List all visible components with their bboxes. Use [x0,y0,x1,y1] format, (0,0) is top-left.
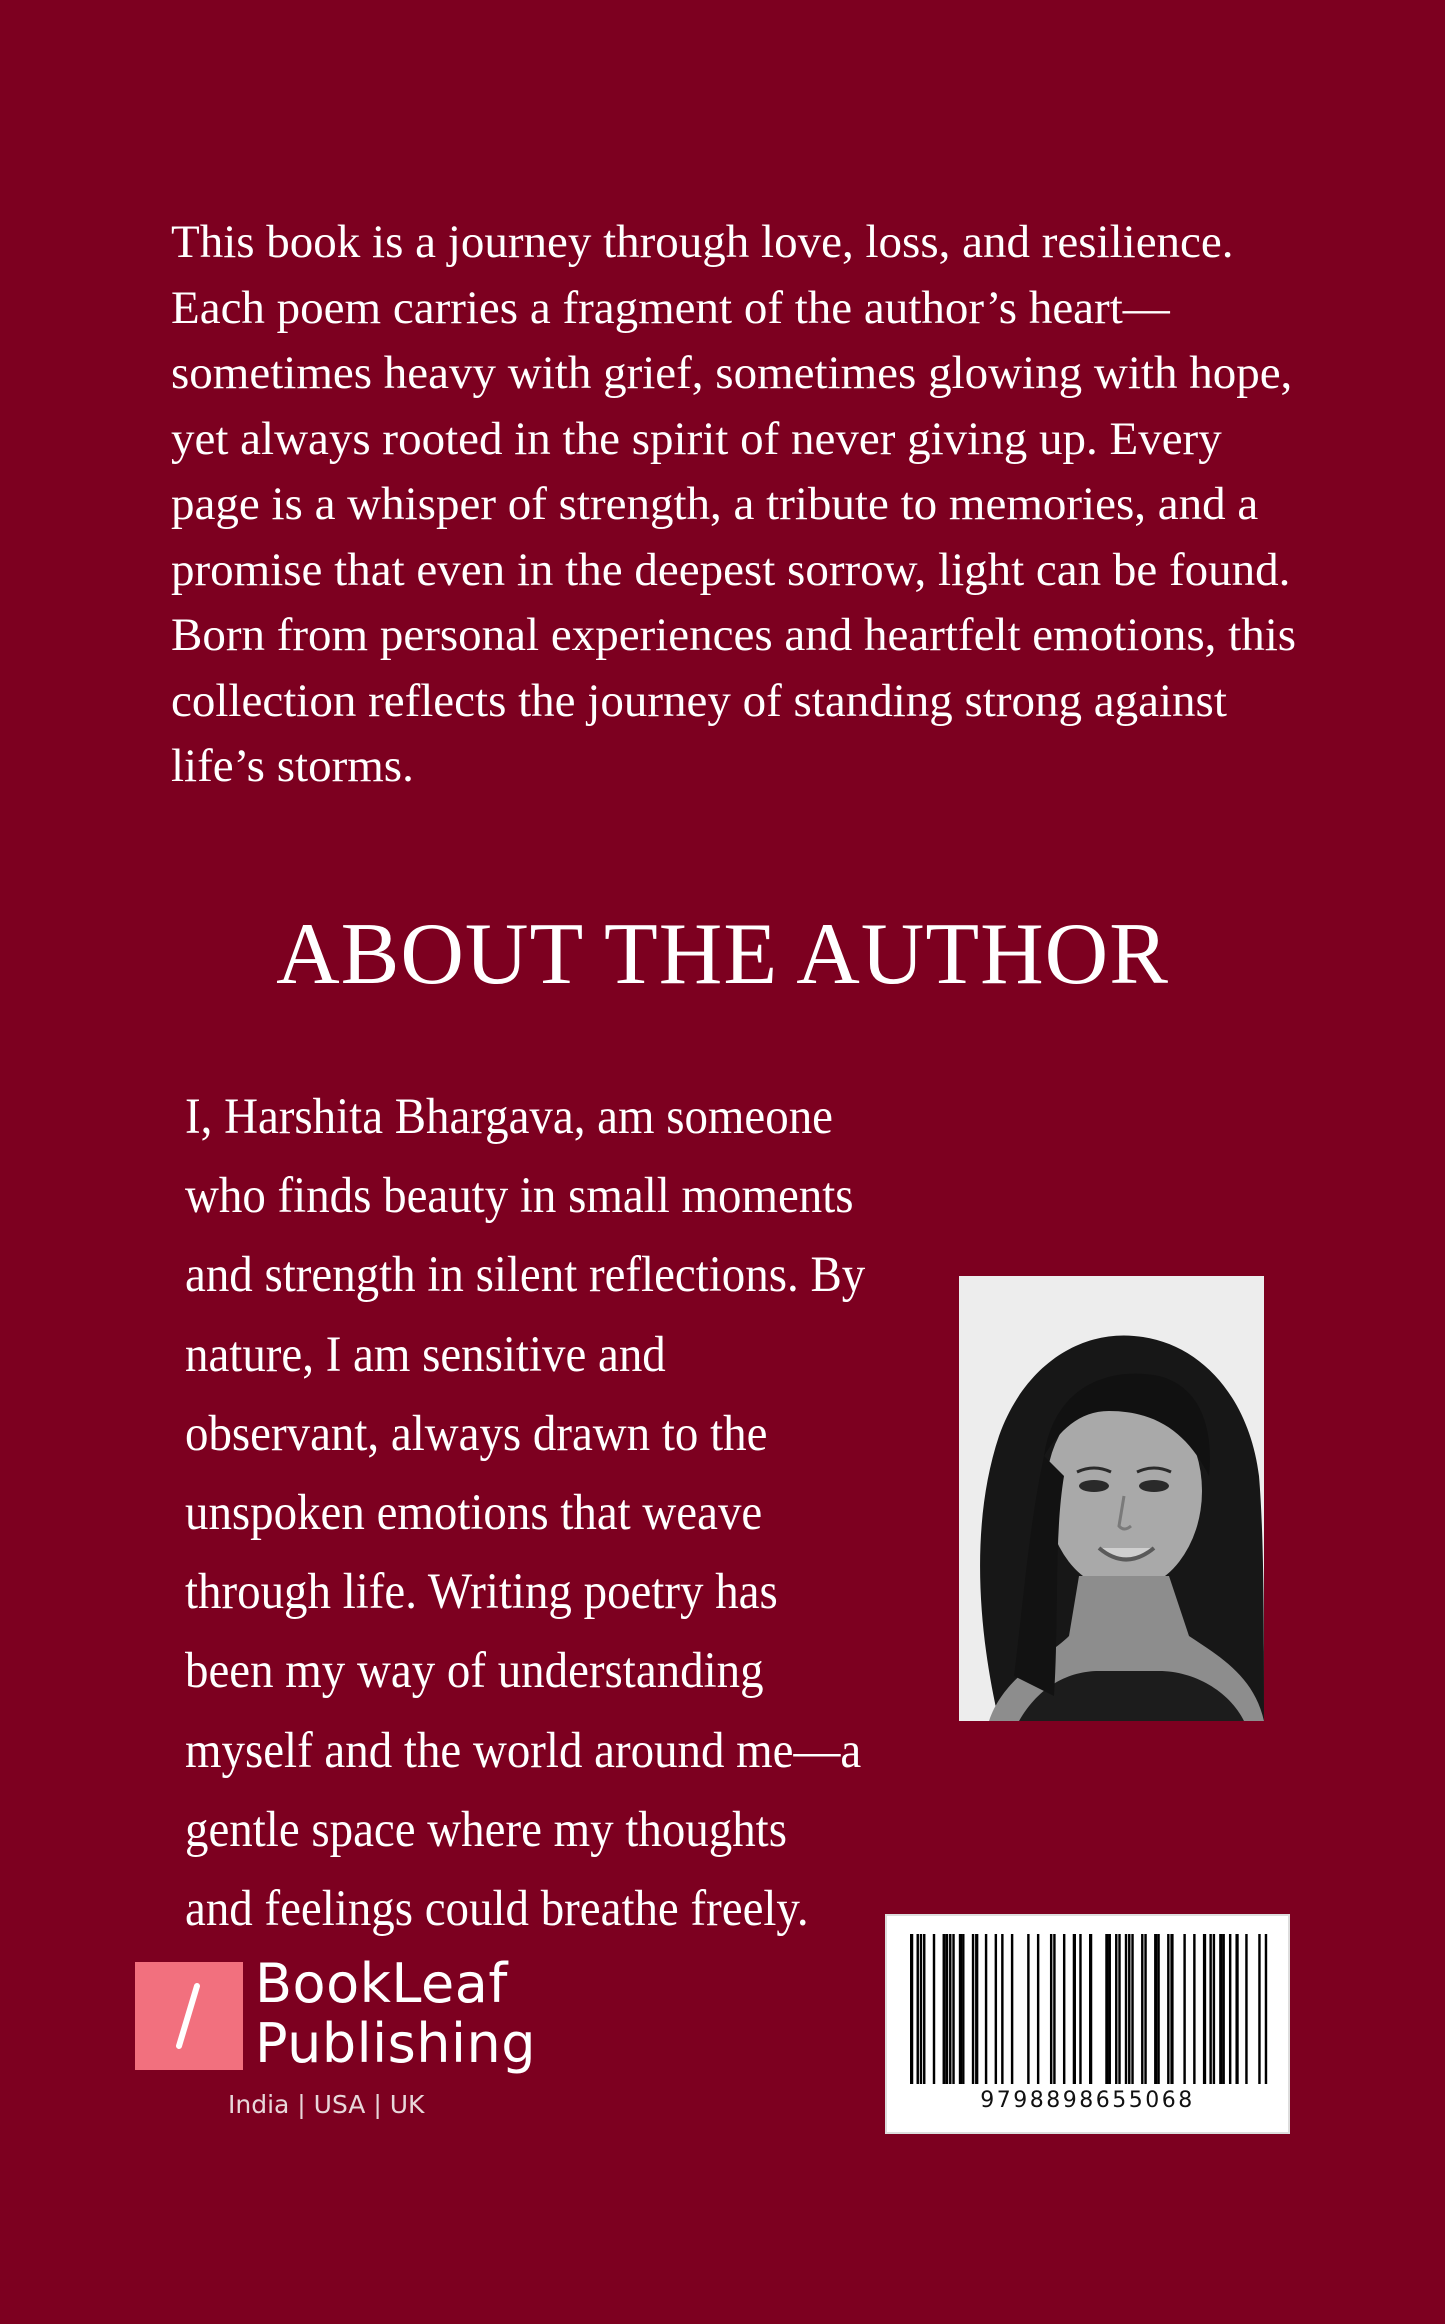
barcode-bar [1131,1934,1133,2084]
barcode-bar [1128,1934,1130,2084]
barcode-bar [952,1934,954,2084]
barcode-bar [1219,1934,1222,2084]
barcode-bar [910,1934,913,2084]
barcode-bar [1141,1934,1143,2084]
barcode-bar [1203,1934,1206,2084]
barcode-bar [1213,1934,1215,2084]
barcode-bar [959,1934,962,2084]
barcode-bar [1079,1934,1081,2084]
barcode-bar [972,1934,974,2084]
barcode-bar [1265,1934,1267,2084]
barcode-bar [1109,1934,1111,2084]
barcode-bar [933,1934,935,2084]
barcode-bar [1115,1934,1117,2084]
barcode-bar [1193,1934,1195,2084]
barcode-bar [1063,1934,1065,2084]
barcode-bar [1222,1934,1224,2084]
barcode-bar [1209,1934,1211,2084]
barcode-bar [1229,1934,1231,2084]
barcode-bar [985,1934,987,2084]
barcode-bar [1258,1934,1260,2084]
barcode-bar [1050,1934,1052,2084]
barcode-bar [949,1934,951,2084]
barcode-bar [920,1934,922,2084]
barcode-bar [943,1934,946,2084]
barcode-bar [1170,1934,1173,2084]
author-bio: I, Harshita Bhargava, am someone who finds beauty in small moments and strength in silent reflections. By nature, I am sensitive and observant, always drawn to the unspoken emotions that weave through life. Writing poetry has been my way of understanding myself and the world around me—a gentle space where my thoughts and feelings could breathe freely. [185,1089,866,1938]
barcode-bar [1157,1934,1159,2084]
publisher-name-line2: Publishing [255,2012,536,2075]
barcode-bar [1073,1934,1076,2084]
barcode-bar [1144,1934,1146,2084]
barcode-bar [917,1934,919,2084]
barcode-bar [1167,1934,1169,2084]
barcode-bar [1245,1934,1247,2084]
barcode-bar [1125,1934,1127,2084]
barcode-bar [1183,1934,1185,2084]
about-the-author-heading: ABOUT THE AUTHOR [276,906,1169,1003]
barcode-bar [962,1934,964,2084]
barcode-bar [995,1934,997,2084]
author-photo [959,1276,1264,1721]
barcode-bars [910,1934,1268,2084]
barcode-bar [1105,1934,1108,2084]
author-portrait-image [959,1276,1264,1721]
barcode-bar [1118,1934,1120,2084]
slash-logo-icon [135,1962,243,2070]
barcode-bar [1001,1934,1003,2084]
barcode-bar [1154,1934,1157,2084]
isbn-barcode [885,1914,1290,2134]
barcode-bar [1027,1934,1029,2084]
publisher-regions: India | USA | UK [228,2090,425,2119]
barcode-bar [1011,1934,1013,2084]
publisher-name-line1: BookLeaf [255,1952,508,2015]
isbn-number: 9798898655068 [980,2088,1195,2113]
barcode-bar [1053,1934,1055,2084]
barcode-bar [946,1934,948,2084]
barcode-bar [1235,1934,1238,2084]
publisher-name [255,1954,536,2074]
barcode-bar [1089,1934,1092,2084]
barcode-bar [1037,1934,1039,2084]
book-blurb: This book is a journey through love, loss, and resilience. Each poem carries a fragment of the author’s heart—sometimes heavy with grief, sometimes glowing with hope, yet always rooted in the spirit of never giving up. Every page is a whisper of strength, a tribute to memories, and a promise that even in the deepest sorrow, light can be found. Born from personal experiences and heartfelt emotions, this collection reflects the journey of standing strong against life’s storms. [171,216,1297,792]
barcode-bar [975,1934,978,2084]
barcode-bar [923,1934,925,2084]
publisher-logo [135,1952,555,2142]
